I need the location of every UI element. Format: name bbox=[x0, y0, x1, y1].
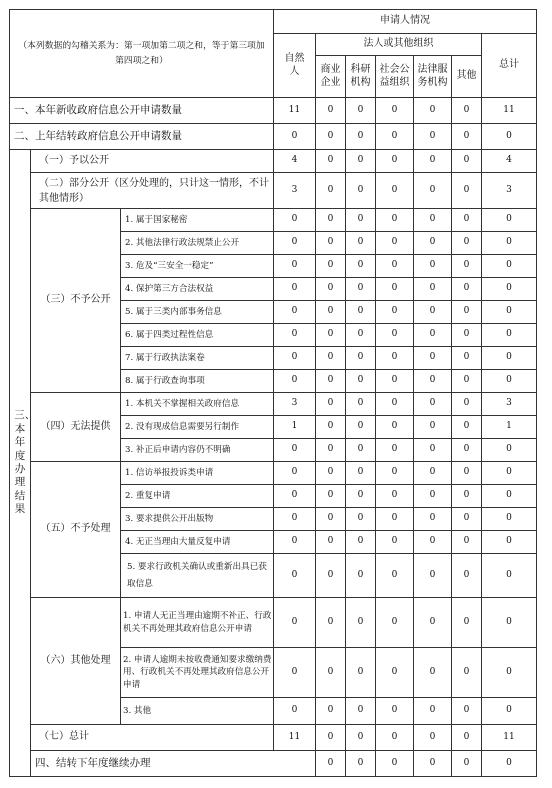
cell-value: 0 bbox=[414, 173, 452, 209]
cell-value: 0 bbox=[376, 209, 414, 232]
cell-value: 3 bbox=[274, 173, 316, 209]
cell-value: 0 bbox=[316, 98, 346, 124]
cell-value: 0 bbox=[376, 439, 414, 462]
cell-value: 0 bbox=[414, 150, 452, 173]
row-label: 2. 没有现成信息需要另行制作 bbox=[121, 416, 274, 439]
cell-value: 0 bbox=[452, 150, 482, 173]
cell-value: 0 bbox=[274, 255, 316, 278]
cell-value: 0 bbox=[346, 439, 376, 462]
row-label: 4. 保护第三方合法权益 bbox=[121, 278, 274, 301]
cell-value: 0 bbox=[346, 370, 376, 393]
cell-value: 0 bbox=[414, 439, 452, 462]
row-label: 3. 要求提供公开出版物 bbox=[121, 508, 274, 531]
cell-value: 0 bbox=[452, 508, 482, 531]
cell-value: 0 bbox=[274, 209, 316, 232]
cell-value: 0 bbox=[274, 554, 316, 598]
cell-value: 0 bbox=[274, 508, 316, 531]
cell-value: 0 bbox=[452, 648, 482, 698]
cell-value: 0 bbox=[376, 124, 414, 150]
cell-value: 0 bbox=[274, 439, 316, 462]
cell-value: 0 bbox=[376, 370, 414, 393]
cell-value: 0 bbox=[414, 278, 452, 301]
cell-value: 0 bbox=[376, 462, 414, 485]
cell-value: 0 bbox=[452, 347, 482, 370]
cell-value: 0 bbox=[274, 698, 316, 725]
cell-value: 0 bbox=[414, 698, 452, 725]
row-label: （七）总计 bbox=[31, 725, 274, 751]
cell-value: 0 bbox=[274, 462, 316, 485]
cell-value: 3 bbox=[482, 173, 537, 209]
cell-value: 0 bbox=[376, 278, 414, 301]
cell-value: 0 bbox=[414, 98, 452, 124]
cell-value: 0 bbox=[316, 598, 346, 648]
cell-value: 0 bbox=[482, 255, 537, 278]
row-label: 3. 补正后申请内容仍不明确 bbox=[121, 439, 274, 462]
cell-value: 0 bbox=[452, 462, 482, 485]
cell-value: 0 bbox=[452, 393, 482, 416]
cell-value: 0 bbox=[414, 324, 452, 347]
table-row bbox=[10, 209, 537, 232]
cell-value: 0 bbox=[482, 232, 537, 255]
row-label: 2. 重复申请 bbox=[121, 485, 274, 508]
cell-value: 0 bbox=[274, 370, 316, 393]
cell-value: 0 bbox=[414, 554, 452, 598]
cell-value: 0 bbox=[482, 508, 537, 531]
row-label: （一）予以公开 bbox=[31, 150, 274, 173]
cell-value: 0 bbox=[346, 554, 376, 598]
cell-value: 0 bbox=[274, 531, 316, 554]
cell-value: 0 bbox=[482, 278, 537, 301]
table-row bbox=[10, 124, 537, 150]
row-label: 5. 要求行政机关确认或重新出具已获取信息 bbox=[121, 554, 274, 598]
header-total: 总计 bbox=[482, 34, 537, 98]
cell-value: 0 bbox=[346, 462, 376, 485]
cell-value: 0 bbox=[482, 124, 537, 150]
cell-value: 0 bbox=[376, 598, 414, 648]
cell-value: 0 bbox=[482, 439, 537, 462]
cell-value: 0 bbox=[376, 98, 414, 124]
cell-value: 0 bbox=[482, 598, 537, 648]
table-row bbox=[10, 725, 537, 751]
cell-value: 0 bbox=[376, 554, 414, 598]
cell-value: 0 bbox=[414, 725, 452, 751]
cell-value: 0 bbox=[346, 393, 376, 416]
row-label: 一、本年新收政府信息公开申请数量 bbox=[10, 98, 274, 124]
cell-value: 0 bbox=[346, 751, 376, 777]
header-other: 其他 bbox=[452, 56, 482, 98]
cell-value: 0 bbox=[316, 698, 346, 725]
row-label: 4. 无正当理由大量反复申请 bbox=[121, 531, 274, 554]
cell-value: 0 bbox=[452, 124, 482, 150]
cell-value: 0 bbox=[376, 751, 414, 777]
header-commercial: 商业企业 bbox=[316, 56, 346, 98]
header-social: 社会公益组织 bbox=[376, 56, 414, 98]
row-label: 二、上年结转政府信息公开申请数量 bbox=[10, 124, 274, 150]
cell-value: 0 bbox=[376, 255, 414, 278]
cell-value: 0 bbox=[452, 725, 482, 751]
cell-value: 0 bbox=[316, 462, 346, 485]
row-label: 1. 信访举报投诉类申请 bbox=[121, 462, 274, 485]
cell-value: 0 bbox=[316, 648, 346, 698]
row-label: 1. 属于国家秘密 bbox=[121, 209, 274, 232]
cell-value: 0 bbox=[452, 698, 482, 725]
cell-value: 0 bbox=[316, 751, 346, 777]
cell-value: 3 bbox=[274, 393, 316, 416]
cell-value: 0 bbox=[482, 462, 537, 485]
cell-value: 1 bbox=[482, 416, 537, 439]
cell-value: 0 bbox=[274, 598, 316, 648]
group-label: （五）不予处理 bbox=[31, 462, 121, 598]
row-label: 3. 危及“三安全一稳定” bbox=[121, 255, 274, 278]
table-row bbox=[10, 751, 537, 777]
cell-value: 0 bbox=[346, 150, 376, 173]
cell-value: 0 bbox=[346, 416, 376, 439]
cell-value: 3 bbox=[482, 393, 537, 416]
cell-value: 0 bbox=[346, 301, 376, 324]
cell-value: 0 bbox=[346, 124, 376, 150]
cell-value: 0 bbox=[376, 725, 414, 751]
cell-value: 0 bbox=[316, 150, 346, 173]
cell-value: 0 bbox=[452, 531, 482, 554]
cell-value: 0 bbox=[274, 347, 316, 370]
table-row bbox=[10, 598, 537, 648]
cell-value: 0 bbox=[316, 725, 346, 751]
cell-value: 0 bbox=[316, 531, 346, 554]
cell-value: 0 bbox=[452, 554, 482, 598]
group-label: （四）无法提供 bbox=[31, 393, 121, 462]
cell-value: 0 bbox=[316, 508, 346, 531]
table-row bbox=[10, 98, 537, 124]
cell-value: 0 bbox=[414, 531, 452, 554]
header-legal-org: 法人或其他组织 bbox=[316, 34, 482, 56]
cell-value: 0 bbox=[482, 698, 537, 725]
cell-value: 0 bbox=[346, 255, 376, 278]
cell-value: 0 bbox=[414, 209, 452, 232]
table-row bbox=[10, 150, 537, 173]
cell-value: 0 bbox=[346, 347, 376, 370]
cell-value: 0 bbox=[346, 725, 376, 751]
cell-value: 0 bbox=[316, 232, 346, 255]
header-research: 科研机构 bbox=[346, 56, 376, 98]
cell-value: 0 bbox=[346, 98, 376, 124]
cell-value: 11 bbox=[274, 98, 316, 124]
cell-value: 0 bbox=[452, 324, 482, 347]
cell-value: 0 bbox=[376, 232, 414, 255]
cell-value: 0 bbox=[346, 598, 376, 648]
cell-value: 0 bbox=[274, 124, 316, 150]
cell-value: 0 bbox=[316, 554, 346, 598]
cell-value: 0 bbox=[274, 485, 316, 508]
cell-value: 0 bbox=[376, 393, 414, 416]
section-3-label: 三、本年度办理结果 bbox=[10, 150, 31, 777]
cell-value: 4 bbox=[482, 150, 537, 173]
cell-value: 0 bbox=[346, 209, 376, 232]
cell-value: 0 bbox=[452, 301, 482, 324]
cell-value: 0 bbox=[274, 278, 316, 301]
cell-value: 0 bbox=[346, 278, 376, 301]
cell-value: 0 bbox=[414, 124, 452, 150]
cell-value: 0 bbox=[414, 508, 452, 531]
cell-value: 0 bbox=[346, 531, 376, 554]
row-label: 6. 属于四类过程性信息 bbox=[121, 324, 274, 347]
cell-value: 0 bbox=[482, 648, 537, 698]
cell-value: 0 bbox=[316, 209, 346, 232]
header-legal-service: 法律服务机构 bbox=[414, 56, 452, 98]
cell-value: 0 bbox=[414, 751, 452, 777]
info-disclosure-table bbox=[9, 9, 537, 777]
cell-value: 0 bbox=[376, 301, 414, 324]
cell-value: 0 bbox=[376, 531, 414, 554]
cell-value: 0 bbox=[316, 439, 346, 462]
cell-value: 1 bbox=[274, 416, 316, 439]
cell-value: 0 bbox=[346, 173, 376, 209]
cell-value: 0 bbox=[376, 648, 414, 698]
cell-value: 0 bbox=[376, 150, 414, 173]
row-label: 1. 本机关不掌握相关政府信息 bbox=[121, 393, 274, 416]
cell-value: 0 bbox=[376, 324, 414, 347]
cell-value: 0 bbox=[482, 531, 537, 554]
cell-value: 0 bbox=[452, 485, 482, 508]
cell-value: 0 bbox=[316, 416, 346, 439]
cell-value: 0 bbox=[414, 347, 452, 370]
cell-value: 0 bbox=[482, 751, 537, 777]
cell-value: 0 bbox=[482, 209, 537, 232]
table-note: （本列数据的勾稽关系为：第一项加第二项之和，等于第三项加第四项之和） bbox=[10, 10, 274, 98]
cell-value: 0 bbox=[452, 370, 482, 393]
cell-value: 0 bbox=[414, 485, 452, 508]
cell-value: 0 bbox=[452, 416, 482, 439]
cell-value: 0 bbox=[346, 508, 376, 531]
cell-value: 0 bbox=[414, 598, 452, 648]
table-row bbox=[10, 393, 537, 416]
cell-value: 0 bbox=[316, 485, 346, 508]
cell-value: 0 bbox=[452, 598, 482, 648]
cell-value: 0 bbox=[482, 347, 537, 370]
cell-value: 0 bbox=[316, 370, 346, 393]
row-label: 7. 属于行政执法案卷 bbox=[121, 347, 274, 370]
row-label: 8. 属于行政查询事项 bbox=[121, 370, 274, 393]
cell-value: 0 bbox=[414, 301, 452, 324]
cell-value: 0 bbox=[376, 416, 414, 439]
row-label: （二）部分公开（区分处理的，只计这一情形，不计其他情形） bbox=[31, 173, 274, 209]
cell-value: 0 bbox=[376, 173, 414, 209]
cell-value: 11 bbox=[482, 725, 537, 751]
cell-value: 0 bbox=[452, 439, 482, 462]
cell-value: 0 bbox=[452, 751, 482, 777]
cell-value: 0 bbox=[414, 232, 452, 255]
cell-value: 0 bbox=[346, 485, 376, 508]
cell-value: 0 bbox=[482, 324, 537, 347]
cell-value: 0 bbox=[316, 347, 346, 370]
cell-value: 0 bbox=[482, 554, 537, 598]
cell-value: 0 bbox=[452, 255, 482, 278]
row-label: 1. 申请人无正当理由逾期不补正、行政机关不再处理其政府信息公开申请 bbox=[121, 598, 274, 648]
table-row bbox=[10, 462, 537, 485]
cell-value: 0 bbox=[316, 255, 346, 278]
cell-value: 0 bbox=[316, 393, 346, 416]
cell-value: 0 bbox=[274, 648, 316, 698]
cell-value: 0 bbox=[452, 232, 482, 255]
header-natural-person: 自然人 bbox=[274, 34, 316, 98]
cell-value: 0 bbox=[316, 278, 346, 301]
cell-value: 0 bbox=[376, 485, 414, 508]
cell-value: 0 bbox=[316, 324, 346, 347]
cell-value: 0 bbox=[414, 393, 452, 416]
row-label: 3. 其他 bbox=[121, 698, 274, 725]
cell-value: 0 bbox=[414, 462, 452, 485]
cell-value: 0 bbox=[316, 173, 346, 209]
cell-value: 0 bbox=[414, 648, 452, 698]
cell-value: 0 bbox=[316, 301, 346, 324]
cell-value: 0 bbox=[452, 278, 482, 301]
cell-value: 11 bbox=[482, 98, 537, 124]
cell-value: 0 bbox=[482, 370, 537, 393]
cell-value: 0 bbox=[414, 370, 452, 393]
row-label: 2. 其他法律行政法规禁止公开 bbox=[121, 232, 274, 255]
cell-value: 11 bbox=[274, 725, 316, 751]
cell-value: 0 bbox=[376, 698, 414, 725]
cell-value: 0 bbox=[346, 648, 376, 698]
cell-value: 0 bbox=[274, 301, 316, 324]
cell-value: 4 bbox=[274, 150, 316, 173]
cell-value: 0 bbox=[414, 416, 452, 439]
table-row bbox=[10, 173, 537, 209]
cell-value: 0 bbox=[482, 301, 537, 324]
header-applicant-situation: 申请人情况 bbox=[274, 10, 537, 34]
row-label: 5. 属于三类内部事务信息 bbox=[121, 301, 274, 324]
group-label: （三）不予公开 bbox=[31, 209, 121, 393]
cell-value: 0 bbox=[376, 347, 414, 370]
cell-value: 0 bbox=[346, 324, 376, 347]
group-label: （六）其他处理 bbox=[31, 598, 121, 725]
cell-value: 0 bbox=[316, 124, 346, 150]
cell-value: 0 bbox=[376, 508, 414, 531]
cell-value: 0 bbox=[274, 232, 316, 255]
row-label: 2. 申请人逾期未按收费通知要求缴纳费用、行政机关不再处理其政府信息公开申请 bbox=[121, 648, 274, 698]
cell-value: 0 bbox=[274, 324, 316, 347]
cell-value: 0 bbox=[346, 698, 376, 725]
cell-value: 0 bbox=[414, 255, 452, 278]
cell-value: 0 bbox=[452, 209, 482, 232]
cell-value: 0 bbox=[452, 98, 482, 124]
cell-value: 0 bbox=[482, 485, 537, 508]
cell-value: 0 bbox=[452, 173, 482, 209]
cell-value: 0 bbox=[346, 232, 376, 255]
row-label: 四、结转下年度继续办理 bbox=[31, 751, 316, 777]
